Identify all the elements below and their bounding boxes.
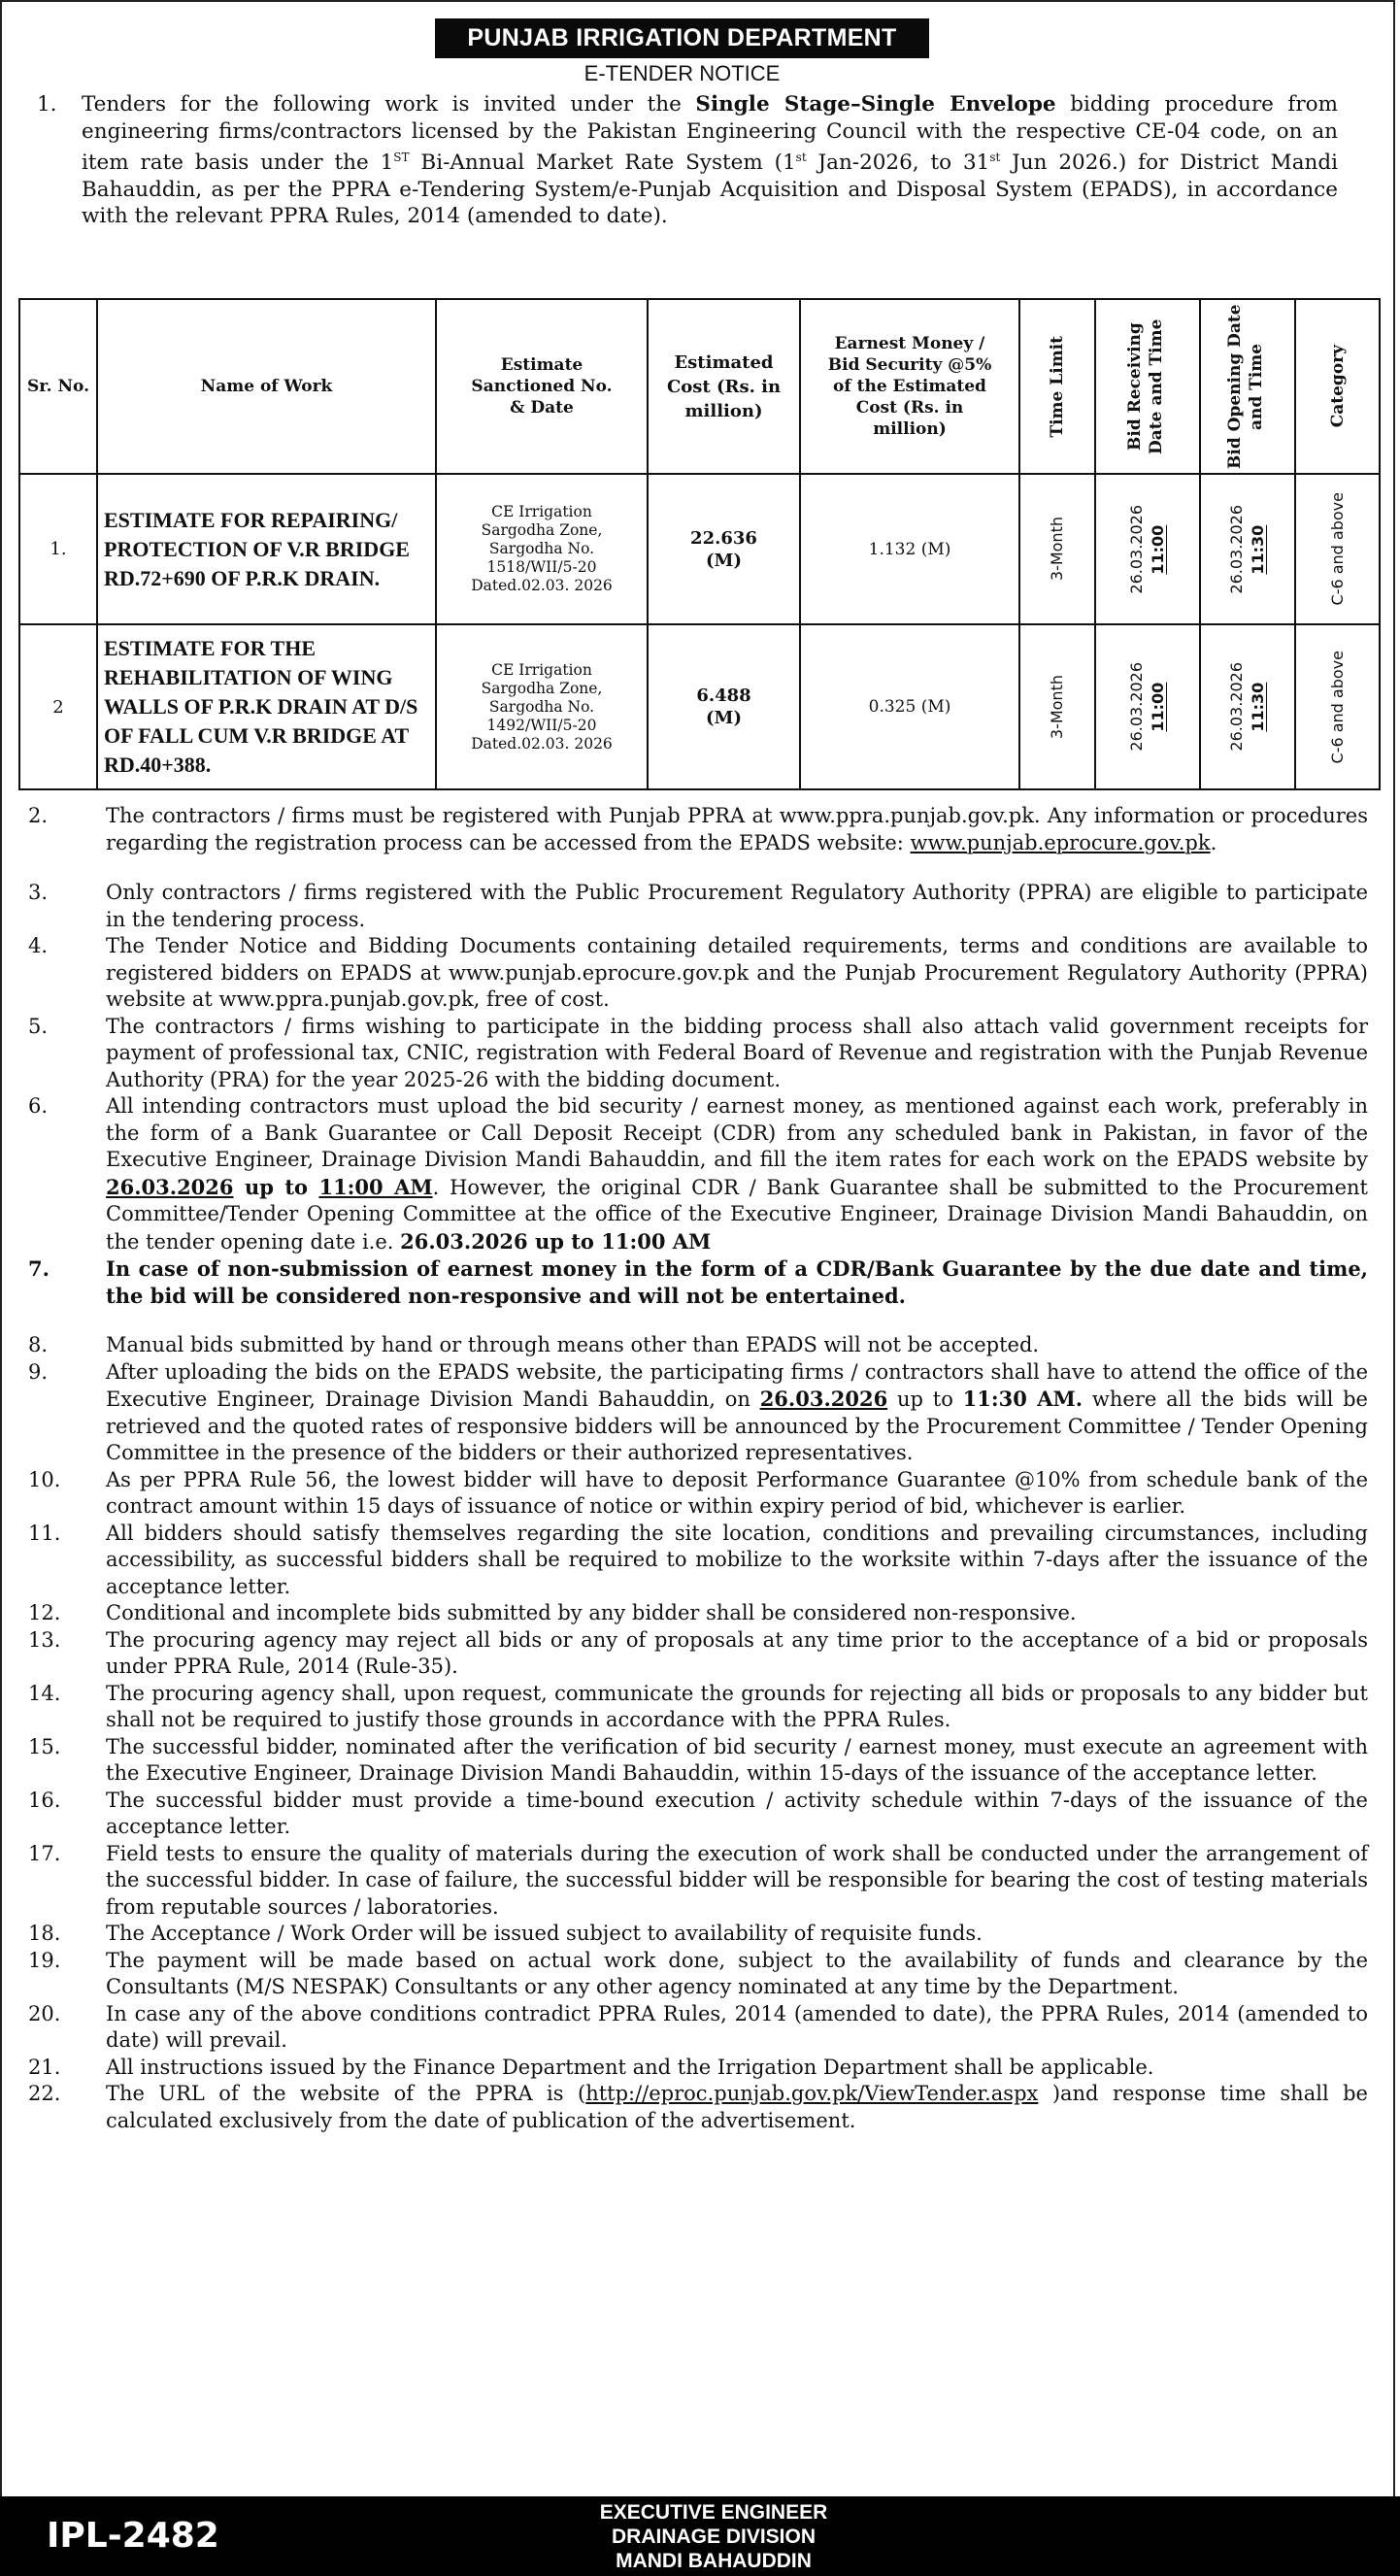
condition-item-5: 5. The contractors / firms wishing to participate in the bidding process shall also attach valid government receipts for payment of professional tax, CNIC, registration with Federal Board of Revenue and registration with the Punjab Revenue Authority (PRA) for the year 2025-26 with the bidding document. (28, 1014, 1368, 1091)
cell-bid-receiving: 26.03.2026 11:00 (1095, 474, 1200, 624)
works-table (18, 298, 1381, 790)
condition-item-2: 2. The contractors / firms must be registered with Punjab PPRA at www.ppra.punjab.gov.pk. Any information or procedures regarding the registration process can be accessed from the EPADS website: www.punjab.eprocure.gov.pk. (28, 804, 1368, 854)
condition-item-11: 11. All bidders should satisfy themselves regarding the site location, conditions and prevailing circumstances, including accessibility, as successful bidders shall be required to mobilize to the worksite within 7-days after the issuance of the acceptance letter. (28, 1521, 1368, 1598)
cell-name-of-work: ESTIMATE FOR THE REHABILITATION OF WING WALLS OF P.R.K DRAIN AT D/S OF FALL CUM V.R BRIDGE AT RD.40+388. (97, 624, 436, 789)
condition-item-17: 17. Field tests to ensure the quality of materials during the execution of work shall be conducted under the arrangement of the successful bidder. In case of failure, the successful bidder will be responsible for bearing the cost of testing materials from reputable sources / laboratories. (28, 1841, 1368, 1919)
cell-estimated-cost: 6.488 (M) (648, 624, 800, 789)
cell-sr: 1. (19, 474, 97, 624)
signatory-location: MANDI BAHAUDDIN (616, 2550, 812, 2572)
cell-sr: 2 (19, 624, 97, 789)
col-header-name: Name of Work (97, 299, 436, 474)
cell-earnest-money: 0.325 (M) (800, 624, 1019, 789)
col-header-sr: Sr. No. (19, 299, 97, 474)
cell-earnest-money: 1.132 (M) (800, 474, 1019, 624)
department-title: PUNJAB IRRIGATION DEPARTMENT (435, 18, 929, 58)
cell-bid-opening: 26.03.2026 11:30 (1200, 624, 1295, 789)
col-header-bid-receiving: Bid Receiving Date and Time (1095, 299, 1200, 474)
cell-time-limit: 3-Month (1019, 474, 1095, 624)
condition-item-13: 13. The procuring agency may reject all bids or any of proposals at any time prior to the acceptance of a bid or proposals under PPRA Rule, 2014 (Rule-35). (28, 1627, 1368, 1678)
advertisement-code: IPL-2482 (47, 2516, 219, 2556)
signatory-block (519, 2500, 908, 2573)
col-header-cost: Estimated Cost (Rs. in million) (648, 299, 800, 474)
table-row (19, 474, 1380, 624)
condition-item-14: 14. The procuring agency shall, upon request, communicate the grounds for rejecting all bids or proposals to any bidder but shall not be required to justify those grounds in accordance with the PPRA Rules. (28, 1681, 1368, 1731)
footer-bar (0, 2496, 1400, 2576)
condition-item-21: 21. All instructions issued by the Finance Department and the Irrigation Department shall be applicable. (28, 2055, 1154, 2079)
item-number: 1. (37, 92, 57, 117)
condition-item-20: 20. In case any of the above conditions contradict PPRA Rules, 2014 (amended to date), the PPRA Rules, 2014 (amended to date) will prevail. (28, 2001, 1368, 2052)
cell-bid-receiving: 26.03.2026 11:00 (1095, 624, 1200, 789)
condition-item-8: 8. Manual bids submitted by hand or through means other than EPADS will not be accepted. (28, 1333, 1040, 1356)
col-header-sanctioned: Estimate Sanctioned No. & Date (436, 299, 648, 474)
condition-item-7: 7. In case of non-submission of earnest money in the form of a CDR/Bank Guarantee by the due date and time, the bid will be considered non-responsive and will not be entertained. (28, 1256, 1368, 1308)
col-header-earnest: Earnest Money / Bid Security @5% of the Estimated Cost (Rs. in million) (800, 299, 1019, 474)
cell-category: C-6 and above (1295, 624, 1380, 789)
table-header-row (19, 299, 1380, 474)
col-header-time-limit: Time Limit (1019, 299, 1095, 474)
condition-item-19: 19. The payment will be made based on actual work done, subject to the availability of funds and clearance by the Consultants (M/S NESPAK) Consultants or any other agency nominated at any time by the Department. (28, 1948, 1368, 1998)
signatory-division: DRAINAGE DIVISION (611, 2526, 817, 2548)
condition-item-9: 9. After uploading the bids on the EPADS website, the participating firms / contractors shall have to attend the office of the Executive Engineer, Drainage Division Mandi Bahauddin, on 26.03.2026 up to 11:30 AM. where all the bids will be retrieved and the quoted rates of responsive bidders will be announced by the Procurement Committee / Tender Opening Committee in the presence of the bidders or their authorized representatives. (28, 1359, 1368, 1464)
cell-time-limit: 3-Month (1019, 624, 1095, 789)
epads-link[interactable]: www.punjab.eprocure.gov.pk (910, 830, 1211, 854)
condition-item-16: 16. The successful bidder must provide a time-bound execution / activity schedule within 7-days of the issuance of the acceptance letter. (28, 1788, 1368, 1838)
cell-estimated-cost: 22.636 (M) (648, 474, 800, 624)
ppra-url-link[interactable]: http://eproc.punjab.gov.pk/ViewTender.aspx (585, 2082, 1039, 2105)
notice-subtitle: E-TENDER NOTICE (583, 61, 781, 85)
col-header-bid-opening: Bid Opening Date and Time (1200, 299, 1295, 474)
cell-sanctioned: CE Irrigation Sargodha Zone, Sargodha No. 1492/WII/5-20 Dated.02.03. 2026 (436, 624, 648, 789)
cell-sanctioned: CE Irrigation Sargodha Zone, Sargodha No. 1518/WII/5-20 Dated.02.03. 2026 (436, 474, 648, 624)
condition-item-12: 12. Conditional and incomplete bids submitted by any bidder shall be considered non-responsive. (28, 1601, 1077, 1624)
signatory-title: EXECUTIVE ENGINEER (599, 2501, 828, 2524)
condition-item-1 (37, 91, 1338, 230)
condition-item-15: 15. The successful bidder, nominated after the verification of bid security / earnest money, must execute an agreement with the Executive Engineer, Drainage Division Mandi Bahauddin, within 15-days of the issuance of the acceptance letter. (28, 1734, 1368, 1785)
condition-item-3: 3. Only contractors / firms registered with the Public Procurement Regulatory Authority (PPRA) are eligible to participate in the tendering process. (28, 881, 1368, 931)
item-text: Tenders for the following work is invited under the Single Stage–Single Envelope bidding procedure from engineering firms/contractors licensed by the Pakistan Engineering Council with the respective CE-04 code, on an item rate basis under the 1ST Bi-Annual Market Rate System (1st Jan-2026, to 31st Jun 2026.) for District Mandi Bahauddin, as per the PPRA e-Tendering System/e-Punjab Acquisition and Disposal System (EPADS), in accordance with the relevant PPRA Rules, 2014 (amended to date). (82, 92, 1339, 229)
cell-category: C-6 and above (1295, 474, 1380, 624)
condition-item-4: 4. The Tender Notice and Bidding Documents containing detailed requirements, terms and conditions are available to registered bidders on EPADS at www.punjab.eprocure.gov.pk and the Punjab Procurement Regulatory Authority (PPRA) website at www.ppra.punjab.gov.pk, free of cost. (28, 934, 1368, 1011)
condition-item-6: 6. All intending contractors must upload the bid security / earnest money, as mentioned against each work, preferably in the form of a Bank Guarantee or Call Deposit Receipt (CDR) from any scheduled bank in Pakistan, in favor of the Executive Engineer, Drainage Division Mandi Bahauddin, and fill the item rates for each work on the EPADS website by 26.03.2026 up to 11:00 AM. However, the original CDR / Bank Guarantee shall be submitted to the Procurement Committee/Tender Opening Committee at the office of the Executive Engineer, Drainage Division Mandi Bahauddin, on the tender opening date i.e. 26.03.2026 up to 11:00 AM (28, 1094, 1368, 1254)
condition-item-18: 18. The Acceptance / Work Order will be issued subject to availability of requisite funds. (28, 1922, 983, 1945)
conditions-list (28, 803, 1368, 2134)
cell-name-of-work: ESTIMATE FOR REPAIRING/ PROTECTION OF V.R BRIDGE RD.72+690 OF P.R.K DRAIN. (97, 474, 436, 624)
cell-bid-opening: 26.03.2026 11:30 (1200, 474, 1295, 624)
col-header-category: Category (1295, 299, 1380, 474)
table-row (19, 624, 1380, 789)
condition-item-22: 22. The URL of the website of the PPRA is (http://eproc.punjab.gov.pk/ViewTender.aspx )and response time shall be calculated exclusively from the date of publication of the advertisement. (28, 2082, 1368, 2132)
condition-item-10: 10. As per PPRA Rule 56, the lowest bidder will have to deposit Performance Guarantee @10% from schedule bank of the contract amount within 15 days of issuance of notice or within expiry period of bid, whichever is earlier. (28, 1467, 1368, 1518)
